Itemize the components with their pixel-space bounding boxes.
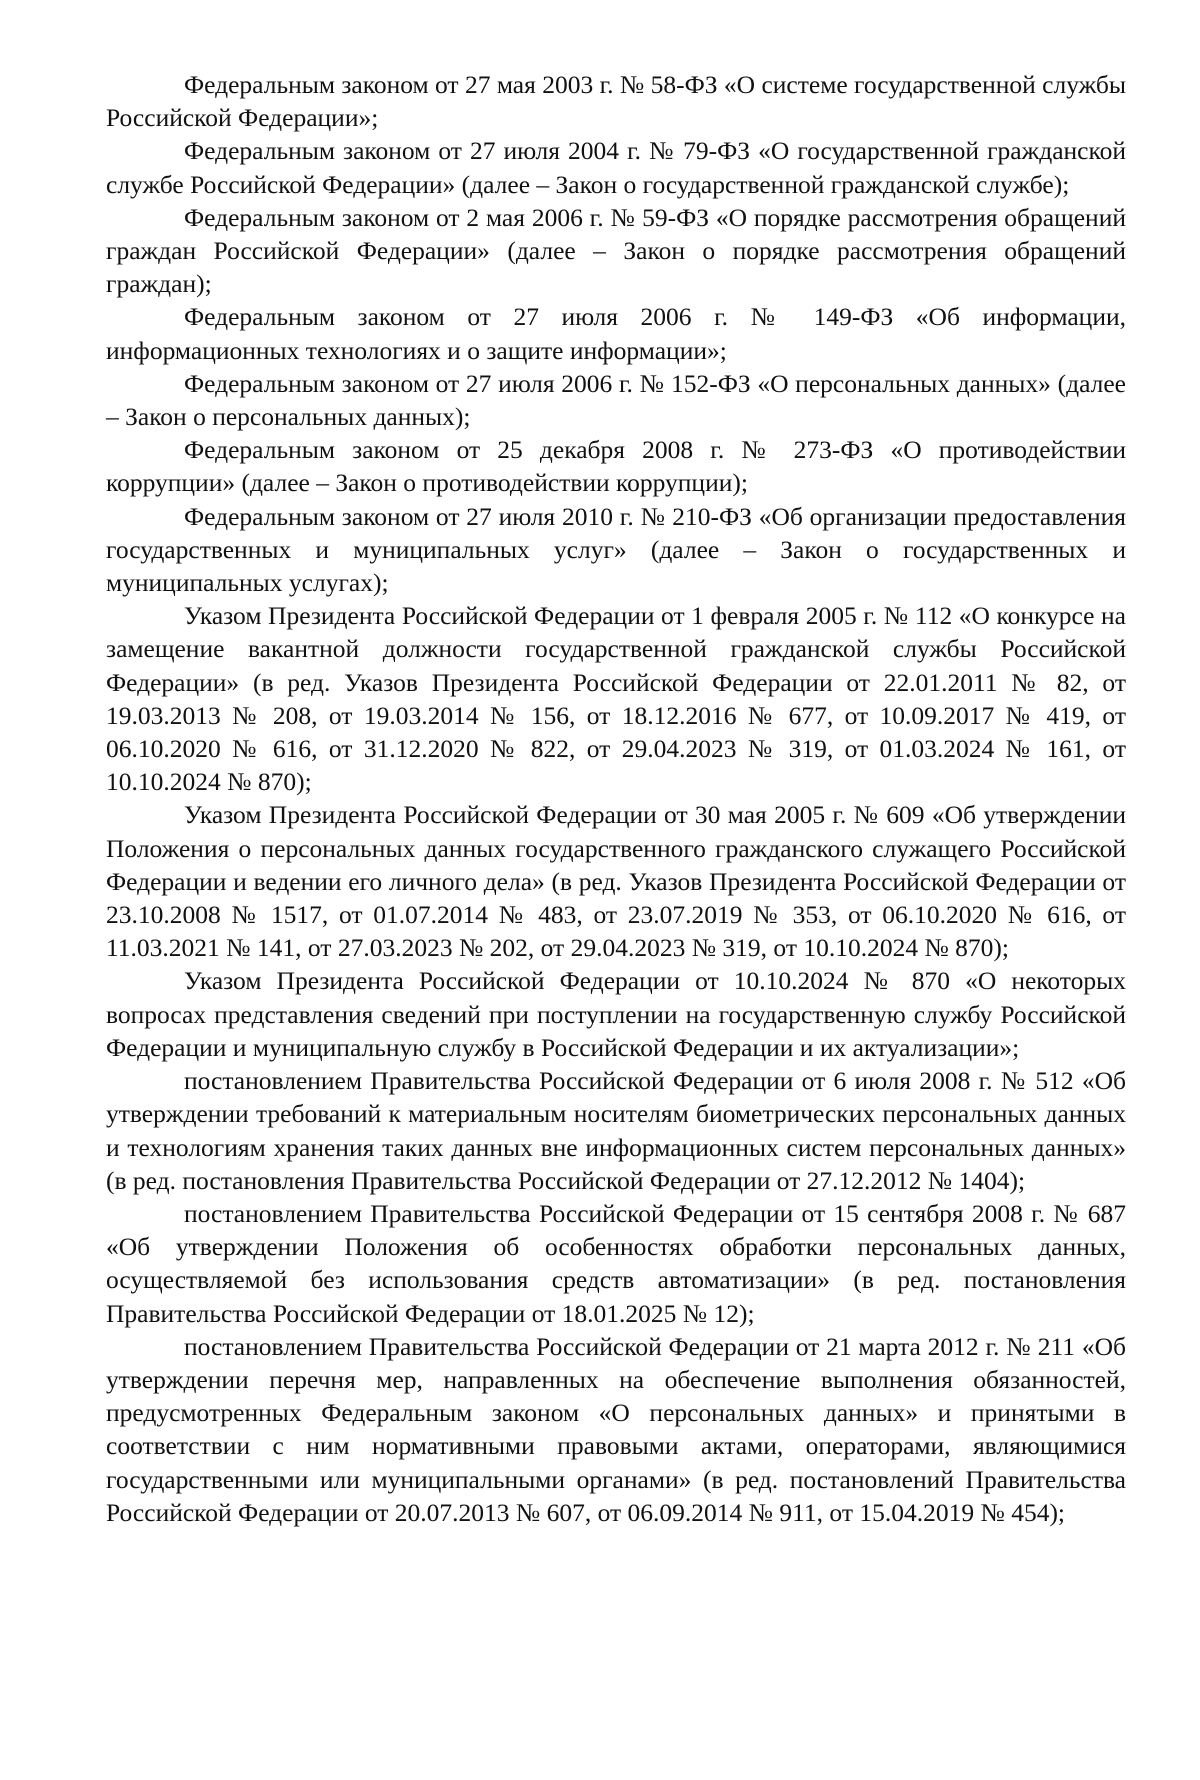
paragraph-decree-609: Указом Президента Российской Федерации от 30 мая 2005 г. № 609 «Об утверждении Положения о персональных данных государственного гражданского служащего Российской Федерации и ведении его личного дела» (в ред. Указов Президента Российской Федерации от 23.10.2008 № 1517, от 01.07.2014 № 483, от 23.07.2019 № 353, от 06.10.2020 № 616, от 11.03.2021 № 141, от 27.03.2023 № 202, от 29.04.2023 № 319, от 10.10.2024 № 870); [106, 800, 1126, 963]
paragraph-resolution-512: постановлением Правительства Российской Федерации от 6 июля 2008 г. № 512 «Об утверждении требований к материальным носителям биометрических персональных данных и технологиям хранения таких данных вне информационных систем персональных данных» (в ред. постановления Правительства Российской Федерации от 27.12.2012 № 1404); [106, 1066, 1126, 1195]
paragraph-law-210fz: Федеральным законом от 27 июля 2010 г. № 210-ФЗ «Об организации предоставления государственных и муниципальных услуг» (далее – Закон о государственных и муниципальных услугах); [106, 501, 1126, 598]
paragraph-resolution-211: постановлением Правительства Российской Федерации от 21 марта 2012 г. № 211 «Об утверждении перечня мер, направленных на обеспечение выполнения обязанностей, предусмотренных Федеральным законом «О персональных данных» и принятыми в соответствии с ним нормативными правовыми актами, операторами, являющимися государственными или муниципальными органами» (в ред. постановлений Правительства Российской Федерации от 20.07.2013 № 607, от 06.09.2014 № 911, от 15.04.2019 № 454); [106, 1331, 1126, 1527]
paragraph-decree-870: Указом Президента Российской Федерации от 10.10.2024 № 870 «О некоторых вопросах представления сведений при поступлении на государственную службу Российской Федерации и муниципальную службу в Российской Федерации и их актуализации»; [106, 966, 1126, 1062]
document-body [106, 68, 1126, 1529]
paragraph-law-149fz: Федеральным законом от 27 июля 2006 г. № 149-ФЗ «Об информации, информационных технологиях и о защите информации»; [106, 302, 1126, 365]
paragraph-law-79fz: Федеральным законом от 27 июля 2004 г. № 79-ФЗ «О государственной гражданской службе Российской Федерации» (далее – Закон о государственной гражданской службе); [106, 136, 1126, 199]
paragraph-law-273fz: Федеральным законом от 25 декабря 2008 г. № 273-ФЗ «О противодействии коррупции» (далее – Закон о противодействии коррупции); [106, 435, 1126, 498]
paragraph-law-58fz: Федеральным законом от 27 мая 2003 г. № 58-ФЗ «О системе государственной службы Российской Федерации»; [106, 70, 1126, 133]
paragraph-decree-112: Указом Президента Российской Федерации от 1 февраля 2005 г. № 112 «О конкурсе на замещение вакантной должности государственной гражданской службы Российской Федерации» (в ред. Указов Президента Российской Федерации от 22.01.2011 № 82, от 19.03.2013 № 208, от 19.03.2014 № 156, от 18.12.2016 № 677, от 10.09.2017 № 419, от 06.10.2020 № 616, от 31.12.2020 № 822, от 29.04.2023 № 319, от 01.03.2024 № 161, от 10.10.2024 № 870); [106, 601, 1126, 797]
paragraph-resolution-687: постановлением Правительства Российской Федерации от 15 сентября 2008 г. № 687 «Об утверждении Положения об особенностях обработки персональных данных, осуществляемой без использования средств автоматизации» (в ред. постановления Правительства Российской Федерации от 18.01.2025 № 12); [106, 1198, 1126, 1328]
paragraph-law-152fz: Федеральным законом от 27 июля 2006 г. № 152-ФЗ «О персональных данных» (далее – Закон о персональных данных); [106, 368, 1126, 432]
paragraph-law-59fz: Федеральным законом от 2 мая 2006 г. № 59-ФЗ «О порядке рассмотрения обращений граждан Российской Федерации» (далее – Закон о порядке рассмотрения обращений граждан); [106, 202, 1126, 299]
